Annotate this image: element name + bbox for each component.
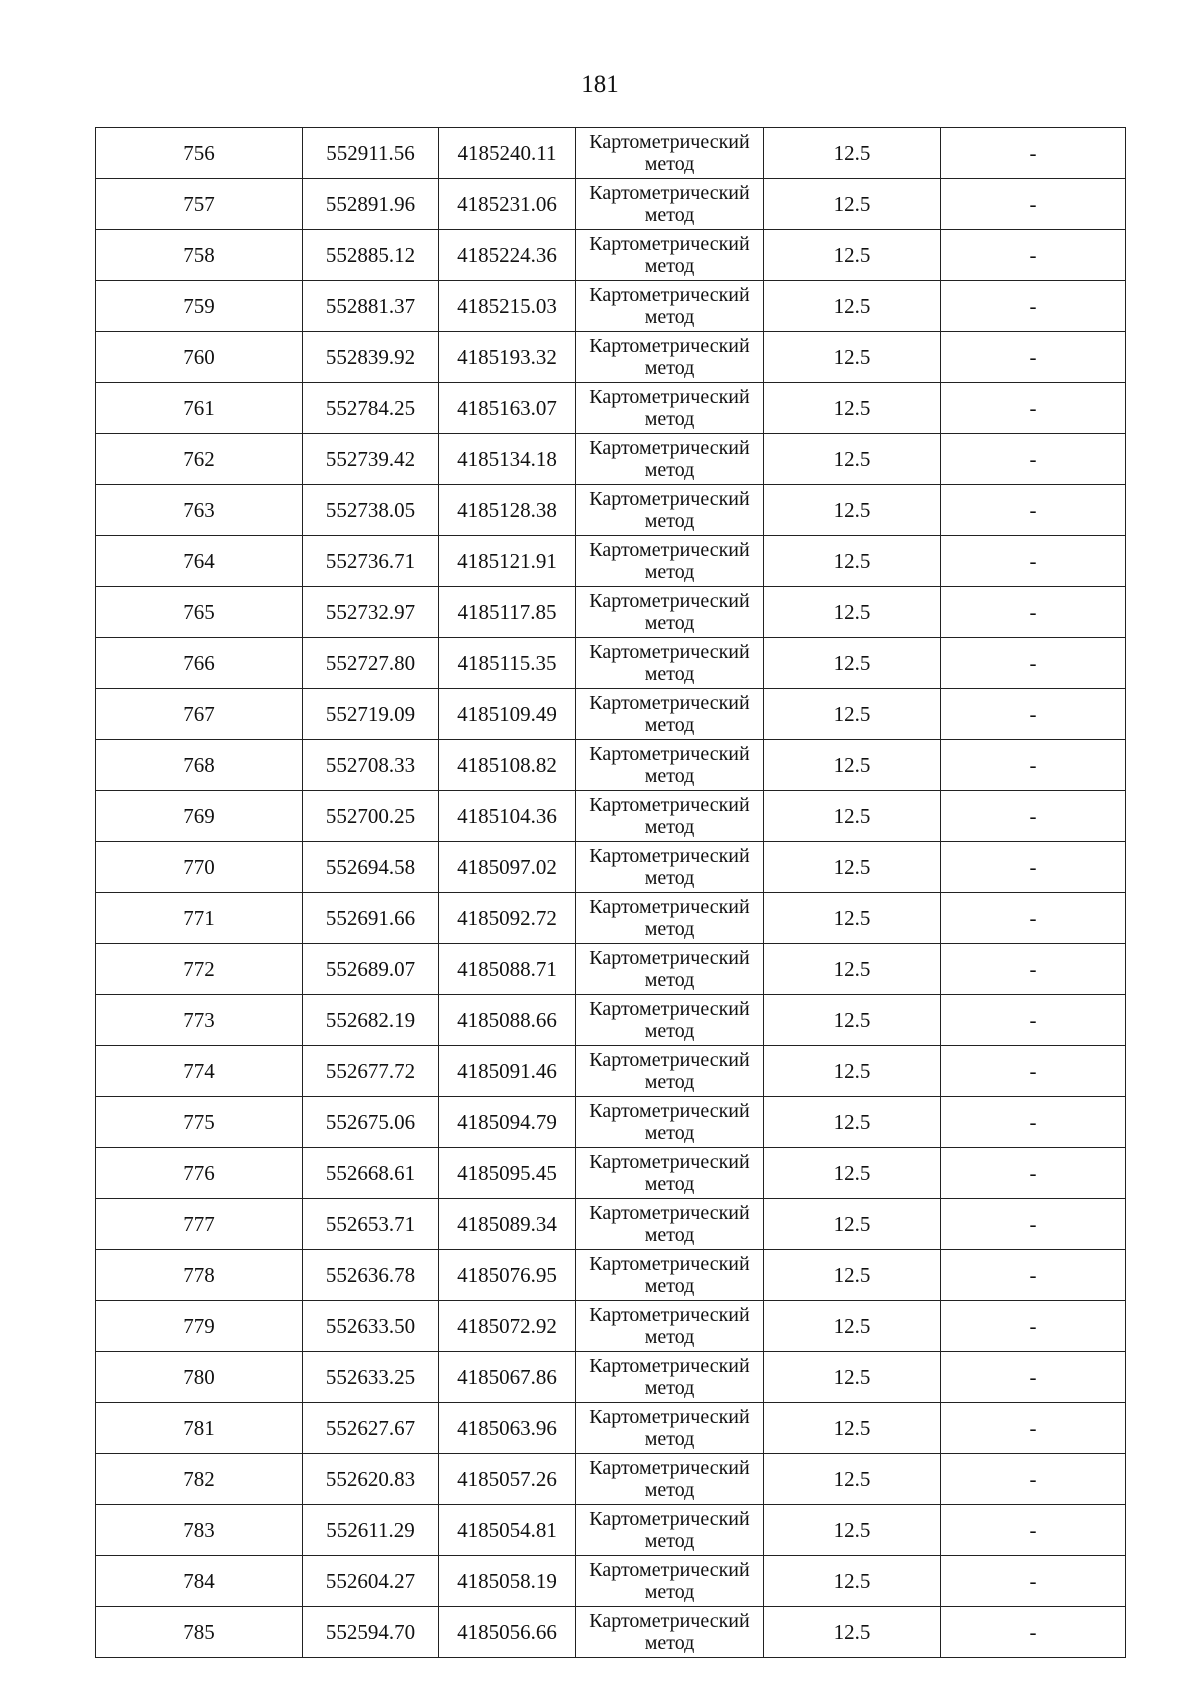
point-number-cell: 757 <box>96 179 303 230</box>
method-line-2: метод <box>644 1020 695 1042</box>
point-number-cell: 772 <box>96 944 303 995</box>
note-cell: - <box>941 638 1126 689</box>
note-cell: - <box>941 1148 1126 1199</box>
point-number-cell: 782 <box>96 1454 303 1505</box>
method-line-1: Картометрический <box>589 845 750 867</box>
method-line-2: метод <box>644 459 695 481</box>
accuracy-cell: 12.5 <box>764 1199 941 1250</box>
x-coordinate-cell: 552738.05 <box>303 485 439 536</box>
accuracy-cell: 12.5 <box>764 230 941 281</box>
method-line-2: метод <box>644 714 695 736</box>
x-coordinate-cell: 552668.61 <box>303 1148 439 1199</box>
method-cell <box>576 1352 764 1403</box>
method-cell <box>576 1403 764 1454</box>
y-coordinate-cell: 4185104.36 <box>439 791 576 842</box>
method-line-2: метод <box>644 1377 695 1399</box>
point-number-cell: 767 <box>96 689 303 740</box>
method-line-1: Картометрический <box>589 1151 750 1173</box>
x-coordinate-cell: 552911.56 <box>303 128 439 179</box>
x-coordinate-cell: 552839.92 <box>303 332 439 383</box>
method-cell <box>576 281 764 332</box>
table-row <box>96 1352 1126 1403</box>
method-line-1: Картометрический <box>589 182 750 204</box>
point-number-cell: 770 <box>96 842 303 893</box>
method-line-1: Картометрический <box>589 1457 750 1479</box>
method-line-2: метод <box>644 204 695 226</box>
accuracy-cell: 12.5 <box>764 638 941 689</box>
x-coordinate-cell: 552727.80 <box>303 638 439 689</box>
method-line-1: Картометрический <box>589 284 750 306</box>
method-line-1: Картометрический <box>589 131 750 153</box>
accuracy-cell: 12.5 <box>764 1454 941 1505</box>
method-line-2: метод <box>644 255 695 277</box>
method-line-1: Картометрический <box>589 1355 750 1377</box>
note-cell: - <box>941 944 1126 995</box>
point-number-cell: 779 <box>96 1301 303 1352</box>
y-coordinate-cell: 4185193.32 <box>439 332 576 383</box>
method-line-2: метод <box>644 1122 695 1144</box>
note-cell: - <box>941 740 1126 791</box>
page-number: 181 <box>581 71 619 98</box>
x-coordinate-cell: 552694.58 <box>303 842 439 893</box>
accuracy-cell: 12.5 <box>764 995 941 1046</box>
accuracy-cell: 12.5 <box>764 1046 941 1097</box>
method-line-2: метод <box>644 612 695 634</box>
method-line-2: метод <box>644 408 695 430</box>
note-cell: - <box>941 434 1126 485</box>
y-coordinate-cell: 4185094.79 <box>439 1097 576 1148</box>
method-line-2: метод <box>644 561 695 583</box>
point-number-cell: 763 <box>96 485 303 536</box>
accuracy-cell: 12.5 <box>764 128 941 179</box>
method-line-2: метод <box>644 1071 695 1093</box>
x-coordinate-cell: 552636.78 <box>303 1250 439 1301</box>
method-line-1: Картометрический <box>589 794 750 816</box>
method-line-1: Картометрический <box>589 437 750 459</box>
method-line-2: метод <box>644 1326 695 1348</box>
method-cell <box>576 485 764 536</box>
method-cell <box>576 536 764 587</box>
x-coordinate-cell: 552732.97 <box>303 587 439 638</box>
method-cell <box>576 740 764 791</box>
note-cell: - <box>941 842 1126 893</box>
table-row <box>96 1505 1126 1556</box>
y-coordinate-cell: 4185108.82 <box>439 740 576 791</box>
y-coordinate-cell: 4185240.11 <box>439 128 576 179</box>
x-coordinate-cell: 552627.67 <box>303 1403 439 1454</box>
x-coordinate-cell: 552708.33 <box>303 740 439 791</box>
method-line-1: Картометрический <box>589 335 750 357</box>
method-line-1: Картометрический <box>589 641 750 663</box>
x-coordinate-cell: 552633.25 <box>303 1352 439 1403</box>
method-line-2: метод <box>644 816 695 838</box>
method-line-1: Картометрический <box>589 692 750 714</box>
method-cell <box>576 587 764 638</box>
method-cell <box>576 638 764 689</box>
method-line-2: метод <box>644 765 695 787</box>
method-line-2: метод <box>644 918 695 940</box>
accuracy-cell: 12.5 <box>764 587 941 638</box>
x-coordinate-cell: 552689.07 <box>303 944 439 995</box>
x-coordinate-cell: 552620.83 <box>303 1454 439 1505</box>
method-cell <box>576 332 764 383</box>
method-line-2: метод <box>644 867 695 889</box>
y-coordinate-cell: 4185097.02 <box>439 842 576 893</box>
method-line-2: метод <box>644 663 695 685</box>
y-coordinate-cell: 4185115.35 <box>439 638 576 689</box>
note-cell: - <box>941 128 1126 179</box>
method-line-2: метод <box>644 306 695 328</box>
y-coordinate-cell: 4185109.49 <box>439 689 576 740</box>
method-cell <box>576 995 764 1046</box>
note-cell: - <box>941 383 1126 434</box>
y-coordinate-cell: 4185056.66 <box>439 1607 576 1658</box>
point-number-cell: 758 <box>96 230 303 281</box>
note-cell: - <box>941 1301 1126 1352</box>
method-line-2: метод <box>644 357 695 379</box>
table-row <box>96 1250 1126 1301</box>
method-line-1: Картометрический <box>589 896 750 918</box>
y-coordinate-cell: 4185067.86 <box>439 1352 576 1403</box>
accuracy-cell: 12.5 <box>764 179 941 230</box>
note-cell: - <box>941 179 1126 230</box>
y-coordinate-cell: 4185063.96 <box>439 1403 576 1454</box>
method-line-1: Картометрический <box>589 1100 750 1122</box>
note-cell: - <box>941 1403 1126 1454</box>
point-number-cell: 764 <box>96 536 303 587</box>
accuracy-cell: 12.5 <box>764 1148 941 1199</box>
note-cell: - <box>941 1505 1126 1556</box>
accuracy-cell: 12.5 <box>764 1556 941 1607</box>
note-cell: - <box>941 1607 1126 1658</box>
method-cell <box>576 1199 764 1250</box>
point-number-cell: 771 <box>96 893 303 944</box>
method-line-1: Картометрический <box>589 233 750 255</box>
table-row <box>96 995 1126 1046</box>
table-row <box>96 1454 1126 1505</box>
accuracy-cell: 12.5 <box>764 1607 941 1658</box>
method-line-1: Картометрический <box>589 1406 750 1428</box>
method-cell <box>576 1046 764 1097</box>
y-coordinate-cell: 4185088.66 <box>439 995 576 1046</box>
coordinates-table <box>95 127 1126 1658</box>
x-coordinate-cell: 552633.50 <box>303 1301 439 1352</box>
method-cell <box>576 179 764 230</box>
note-cell: - <box>941 485 1126 536</box>
table-row <box>96 179 1126 230</box>
table-row <box>96 944 1126 995</box>
method-line-1: Картометрический <box>589 1610 750 1632</box>
accuracy-cell: 12.5 <box>764 1097 941 1148</box>
y-coordinate-cell: 4185117.85 <box>439 587 576 638</box>
accuracy-cell: 12.5 <box>764 689 941 740</box>
method-cell <box>576 893 764 944</box>
method-line-1: Картометрический <box>589 1304 750 1326</box>
table-row <box>96 1301 1126 1352</box>
note-cell: - <box>941 1250 1126 1301</box>
method-cell <box>576 1607 764 1658</box>
table-body <box>96 128 1126 1658</box>
point-number-cell: 776 <box>96 1148 303 1199</box>
y-coordinate-cell: 4185057.26 <box>439 1454 576 1505</box>
table-row <box>96 383 1126 434</box>
x-coordinate-cell: 552677.72 <box>303 1046 439 1097</box>
x-coordinate-cell: 552891.96 <box>303 179 439 230</box>
x-coordinate-cell: 552739.42 <box>303 434 439 485</box>
point-number-cell: 777 <box>96 1199 303 1250</box>
point-number-cell: 781 <box>96 1403 303 1454</box>
point-number-cell: 780 <box>96 1352 303 1403</box>
method-line-1: Картометрический <box>589 488 750 510</box>
point-number-cell: 760 <box>96 332 303 383</box>
method-line-1: Картометрический <box>589 590 750 612</box>
accuracy-cell: 12.5 <box>764 434 941 485</box>
method-cell <box>576 1148 764 1199</box>
note-cell: - <box>941 281 1126 332</box>
note-cell: - <box>941 1199 1126 1250</box>
accuracy-cell: 12.5 <box>764 536 941 587</box>
table-row <box>96 1097 1126 1148</box>
x-coordinate-cell: 552700.25 <box>303 791 439 842</box>
accuracy-cell: 12.5 <box>764 944 941 995</box>
method-cell <box>576 689 764 740</box>
x-coordinate-cell: 552691.66 <box>303 893 439 944</box>
method-cell <box>576 1454 764 1505</box>
accuracy-cell: 12.5 <box>764 332 941 383</box>
table-row <box>96 281 1126 332</box>
method-cell <box>576 383 764 434</box>
point-number-cell: 768 <box>96 740 303 791</box>
y-coordinate-cell: 4185121.91 <box>439 536 576 587</box>
method-line-2: метод <box>644 969 695 991</box>
table-row <box>96 485 1126 536</box>
table-row <box>96 842 1126 893</box>
note-cell: - <box>941 587 1126 638</box>
method-line-1: Картометрический <box>589 1049 750 1071</box>
method-line-2: метод <box>644 510 695 532</box>
table-row <box>96 1148 1126 1199</box>
y-coordinate-cell: 4185058.19 <box>439 1556 576 1607</box>
point-number-cell: 773 <box>96 995 303 1046</box>
method-cell <box>576 791 764 842</box>
point-number-cell: 769 <box>96 791 303 842</box>
point-number-cell: 784 <box>96 1556 303 1607</box>
y-coordinate-cell: 4185231.06 <box>439 179 576 230</box>
point-number-cell: 775 <box>96 1097 303 1148</box>
accuracy-cell: 12.5 <box>764 791 941 842</box>
note-cell: - <box>941 995 1126 1046</box>
y-coordinate-cell: 4185076.95 <box>439 1250 576 1301</box>
table-row <box>96 1556 1126 1607</box>
method-line-1: Картометрический <box>589 947 750 969</box>
accuracy-cell: 12.5 <box>764 485 941 536</box>
x-coordinate-cell: 552675.06 <box>303 1097 439 1148</box>
method-line-2: метод <box>644 1632 695 1654</box>
point-number-cell: 778 <box>96 1250 303 1301</box>
table-row <box>96 1607 1126 1658</box>
note-cell: - <box>941 689 1126 740</box>
y-coordinate-cell: 4185224.36 <box>439 230 576 281</box>
method-line-2: метод <box>644 1173 695 1195</box>
note-cell: - <box>941 1352 1126 1403</box>
x-coordinate-cell: 552604.27 <box>303 1556 439 1607</box>
method-cell <box>576 1556 764 1607</box>
method-cell <box>576 128 764 179</box>
table-row <box>96 1199 1126 1250</box>
accuracy-cell: 12.5 <box>764 1403 941 1454</box>
table-row <box>96 332 1126 383</box>
method-line-1: Картометрический <box>589 743 750 765</box>
y-coordinate-cell: 4185134.18 <box>439 434 576 485</box>
method-line-1: Картометрический <box>589 1508 750 1530</box>
x-coordinate-cell: 552611.29 <box>303 1505 439 1556</box>
note-cell: - <box>941 332 1126 383</box>
y-coordinate-cell: 4185072.92 <box>439 1301 576 1352</box>
method-cell <box>576 1250 764 1301</box>
note-cell: - <box>941 893 1126 944</box>
x-coordinate-cell: 552736.71 <box>303 536 439 587</box>
x-coordinate-cell: 552719.09 <box>303 689 439 740</box>
method-cell <box>576 944 764 995</box>
point-number-cell: 766 <box>96 638 303 689</box>
table-row <box>96 791 1126 842</box>
x-coordinate-cell: 552885.12 <box>303 230 439 281</box>
x-coordinate-cell: 552682.19 <box>303 995 439 1046</box>
method-line-2: метод <box>644 1479 695 1501</box>
accuracy-cell: 12.5 <box>764 842 941 893</box>
accuracy-cell: 12.5 <box>764 1352 941 1403</box>
method-line-2: метод <box>644 1428 695 1450</box>
table-row <box>96 230 1126 281</box>
note-cell: - <box>941 1046 1126 1097</box>
table-row <box>96 740 1126 791</box>
point-number-cell: 756 <box>96 128 303 179</box>
method-line-1: Картометрический <box>589 539 750 561</box>
table-row <box>96 1046 1126 1097</box>
method-cell <box>576 434 764 485</box>
note-cell: - <box>941 1556 1126 1607</box>
x-coordinate-cell: 552653.71 <box>303 1199 439 1250</box>
point-number-cell: 765 <box>96 587 303 638</box>
note-cell: - <box>941 536 1126 587</box>
table-row <box>96 638 1126 689</box>
point-number-cell: 785 <box>96 1607 303 1658</box>
y-coordinate-cell: 4185215.03 <box>439 281 576 332</box>
x-coordinate-cell: 552594.70 <box>303 1607 439 1658</box>
method-cell <box>576 842 764 893</box>
accuracy-cell: 12.5 <box>764 893 941 944</box>
point-number-cell: 759 <box>96 281 303 332</box>
y-coordinate-cell: 4185095.45 <box>439 1148 576 1199</box>
method-line-1: Картометрический <box>589 998 750 1020</box>
method-line-1: Картометрический <box>589 1559 750 1581</box>
method-line-2: метод <box>644 1530 695 1552</box>
method-cell <box>576 1301 764 1352</box>
x-coordinate-cell: 552784.25 <box>303 383 439 434</box>
accuracy-cell: 12.5 <box>764 383 941 434</box>
table-row <box>96 128 1126 179</box>
method-line-1: Картометрический <box>589 1202 750 1224</box>
note-cell: - <box>941 1097 1126 1148</box>
method-line-2: метод <box>644 1224 695 1246</box>
y-coordinate-cell: 4185089.34 <box>439 1199 576 1250</box>
table-row <box>96 434 1126 485</box>
accuracy-cell: 12.5 <box>764 740 941 791</box>
y-coordinate-cell: 4185054.81 <box>439 1505 576 1556</box>
accuracy-cell: 12.5 <box>764 1250 941 1301</box>
accuracy-cell: 12.5 <box>764 281 941 332</box>
y-coordinate-cell: 4185091.46 <box>439 1046 576 1097</box>
method-line-1: Картометрический <box>589 386 750 408</box>
y-coordinate-cell: 4185128.38 <box>439 485 576 536</box>
table-row <box>96 893 1126 944</box>
point-number-cell: 774 <box>96 1046 303 1097</box>
note-cell: - <box>941 791 1126 842</box>
accuracy-cell: 12.5 <box>764 1301 941 1352</box>
point-number-cell: 761 <box>96 383 303 434</box>
point-number-cell: 762 <box>96 434 303 485</box>
method-cell <box>576 230 764 281</box>
y-coordinate-cell: 4185088.71 <box>439 944 576 995</box>
note-cell: - <box>941 1454 1126 1505</box>
method-line-1: Картометрический <box>589 1253 750 1275</box>
y-coordinate-cell: 4185163.07 <box>439 383 576 434</box>
method-cell <box>576 1505 764 1556</box>
table-row <box>96 587 1126 638</box>
method-line-2: метод <box>644 1581 695 1603</box>
method-line-2: метод <box>644 1275 695 1297</box>
accuracy-cell: 12.5 <box>764 1505 941 1556</box>
note-cell: - <box>941 230 1126 281</box>
table-row <box>96 689 1126 740</box>
method-line-2: метод <box>644 153 695 175</box>
y-coordinate-cell: 4185092.72 <box>439 893 576 944</box>
point-number-cell: 783 <box>96 1505 303 1556</box>
method-cell <box>576 1097 764 1148</box>
table-row <box>96 1403 1126 1454</box>
x-coordinate-cell: 552881.37 <box>303 281 439 332</box>
table-row <box>96 536 1126 587</box>
